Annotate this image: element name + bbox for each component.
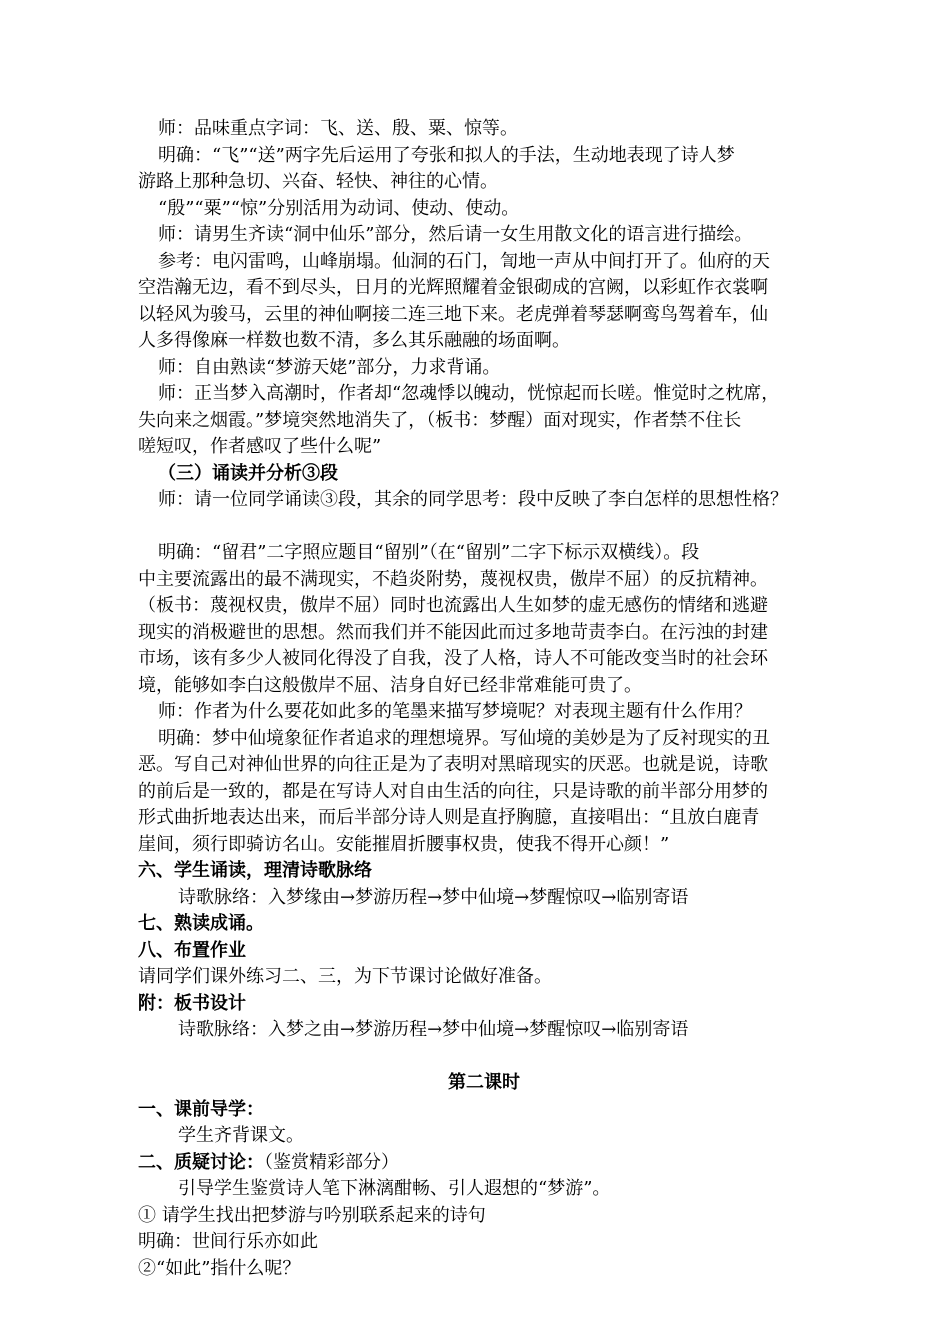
section-note: （鉴赏精彩部分） (264, 1151, 399, 1173)
paragraph-line: 师：正当梦入高潮时，作者却“忽魂悸以魄动，恍惊起而长嗟。惟觉时之枕席， (158, 383, 780, 404)
paragraph-line: 师：自由熟读“梦游天姥”部分，力求背诵。 (158, 356, 501, 378)
blank-line (138, 514, 830, 541)
paragraph-line: 明确：世间行乐亦如此 (138, 1231, 318, 1252)
paragraph-line: 师：品味重点字词：飞、送、殷、粟、惊等。 (158, 118, 518, 139)
paragraph-line: 中主要流露出的最不满现实，不趋炎附势，蔑视权贵，傲岸不屈）的反抗精神。 (138, 568, 768, 590)
paragraph-line: （板书：蔑视权贵，傲岸不屈）同时也流露出人生如梦的虚无感伤的情绪和逃避 (138, 595, 768, 616)
paragraph-line: 失向来之烟霞。”梦境突然地消失了，（板书：梦醒）面对现实，作者禁不住长 (138, 409, 742, 431)
paragraph-line: 师：作者为什么要花如此多的笔墨来描写梦境呢？对表现主题有什么作用？ (158, 701, 752, 722)
section-heading: 六、学生诵读，理清诗歌脉络 (138, 860, 372, 881)
paragraph-line: 游路上那种急切、兴奋、轻快、神往的心情。 (138, 171, 498, 192)
paragraph-line: 师：请一位同学诵读③段，其余的同学思考：段中反映了李白怎样的思想性格？ (158, 489, 788, 510)
paragraph-line: 参考：电闪雷鸣，山峰崩塌。仙洞的石门，訇地一声从中间打开了。仙府的天 (158, 250, 770, 272)
paragraph-line: 现实的消极避世的思想。然而我们并不能因此而过多地苛责李白。在污浊的封建 (138, 621, 768, 643)
paragraph-line: 明确：“留君”二字照应题目“留别”（在“留别”二字下标示双横线）。段 (158, 542, 700, 563)
paragraph-line: 引导学生鉴赏诗人笔下淋漓酣畅、引人遐想的“梦游”。 (178, 1178, 611, 1199)
section-heading: 八、布置作业 (138, 939, 246, 961)
section-heading: 二、质疑讨论： (138, 1151, 264, 1173)
section-heading: 一、课前导学： (138, 1098, 264, 1120)
section-heading: 七、熟读成诵。 (138, 913, 264, 934)
paragraph-line: 恶。写自己对神仙世界的向往正是为了表明对黑暗现实的厌恶。也就是说，诗歌 (138, 754, 768, 775)
paragraph-line: 人多得像麻一样数也数不清，多么其乐融融的场面啊。 (138, 330, 570, 351)
paragraph-line: 诗歌脉络：入梦之由→梦游历程→梦中仙境→梦醒惊叹→临别寄语 (178, 1019, 689, 1040)
paragraph-line: 以轻风为骏马，云里的神仙啊接二连三地下来。老虎弹着琴瑟啊鸾鸟驾着车，仙 (138, 303, 768, 325)
paragraph-line: 境，能够如李白这般傲岸不屈、洁身自好已经非常难能可贵了。 (138, 674, 642, 696)
section-heading-line (138, 1150, 830, 1177)
paragraph-line: 形式曲折地表达出来，而后半部分诗人则是直抒胸臆，直接唱出：“且放白鹿青 (138, 807, 760, 828)
paragraph-line: ②“如此”指什么呢？ (138, 1257, 301, 1279)
section-heading: 附：板书设计 (138, 992, 246, 1014)
paragraph-line: 请同学们课外练习二、三，为下节课讨论做好准备。 (138, 966, 552, 987)
section-heading: （三）诵读并分析③段 (158, 462, 338, 484)
paragraph-line: 崖间，须行即骑访名山。安能摧眉折腰事权贵，使我不得开心颜！” (138, 833, 670, 855)
lesson-title: 第二课时 (448, 1072, 520, 1093)
paragraph-line: 嗟短叹，作者感叹了些什么呢” (138, 436, 382, 457)
paragraph-line: 学生齐背课文。 (178, 1125, 304, 1146)
paragraph-line: ① 请学生找出把梦游与吟别联系起来的诗句 (138, 1204, 486, 1226)
paragraph-line: “殷”“粟”“惊”分别活用为动词、使动、使动。 (158, 197, 520, 219)
paragraph-line: 空浩瀚无边，看不到尽头，日月的光辉照耀着金银砌成的宫阙，以彩虹作衣裳啊 (138, 277, 768, 298)
paragraph-line: 诗歌脉络：入梦缘由→梦游历程→梦中仙境→梦醒惊叹→临别寄语 (178, 886, 689, 908)
paragraph-line: 的前后是一致的，都是在写诗人对自由生活的向往，只是诗歌的前半部分用梦的 (138, 780, 768, 802)
paragraph-line: 明确：梦中仙境象征作者追求的理想境界。写仙境的美妙是为了反衬现实的丑 (158, 727, 770, 749)
paragraph-line: 市场，该有多少人被同化得没了自我，没了人格，诗人不可能改变当时的社会环 (138, 648, 768, 669)
paragraph-line: 明确：“飞”“送”两字先后运用了夸张和拟人的手法，生动地表现了诗人梦 (158, 144, 735, 166)
paragraph-line: 师：请男生齐读“洞中仙乐”部分，然后请一女生用散文化的语言进行描绘。 (158, 224, 753, 245)
blank-line (138, 1044, 830, 1071)
